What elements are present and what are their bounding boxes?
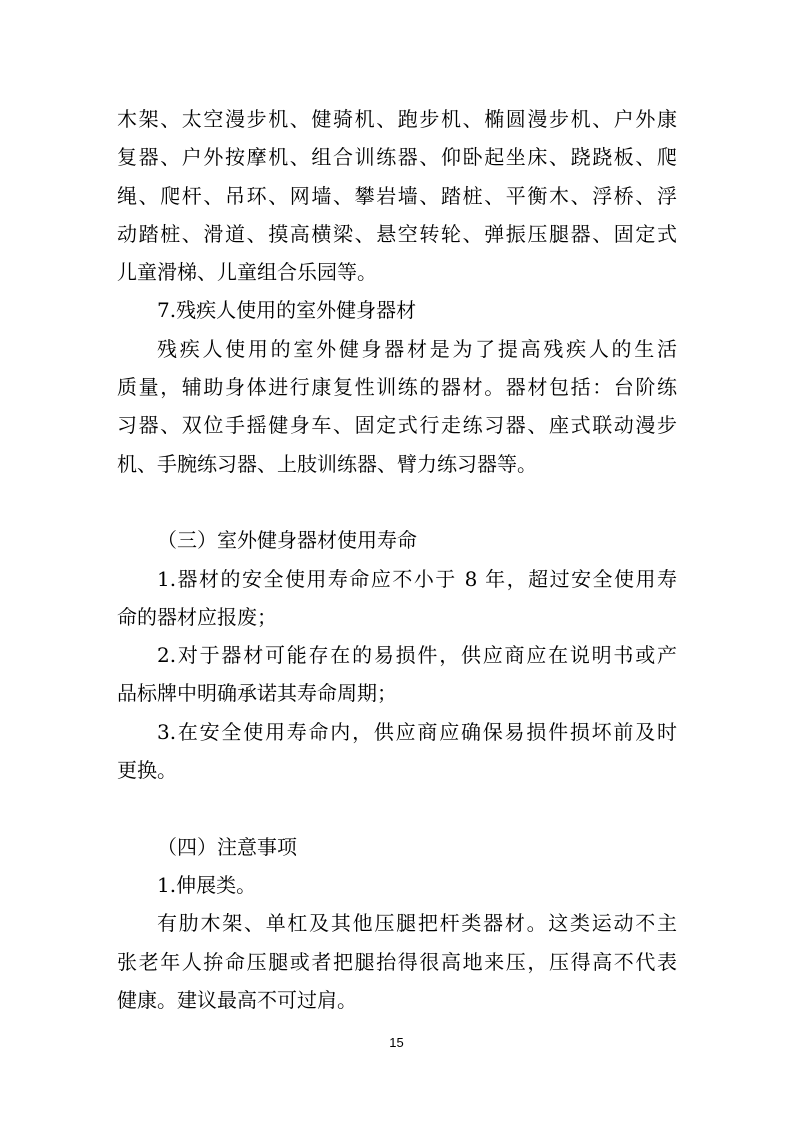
paragraph-gap (117, 483, 677, 521)
text-line: 动踏桩、滑道、摸高横梁、悬空转轮、弹振压腿器、固定式 (117, 221, 677, 246)
text-line: 1.器材的安全使用寿命应不小于 8 年，超过安全使用寿 (157, 566, 677, 591)
text-line: 儿童滑梯、儿童组合乐园等。 (117, 260, 377, 285)
page-body (117, 100, 677, 1019)
text-line: 习器、双位手摇健身车、固定式行走练习器、座式联动漫步 (117, 413, 677, 438)
text-line: 复器、户外按摩机、组合训练器、仰卧起坐床、跷跷板、爬 (117, 145, 677, 170)
text-line: 质量，辅助身体进行康复性训练的器材。器材包括：台阶练 (117, 375, 677, 400)
paragraph-gap (117, 789, 677, 827)
section-heading: （三）室外健身器材使用寿命 (157, 528, 417, 553)
section-heading: 7.残疾人使用的室外健身器材 (157, 298, 417, 323)
text-line: 品标牌中明确承诺其寿命周期； (117, 681, 397, 706)
text-line: 绳、爬杆、吊环、网墙、攀岩墙、踏桩、平衡木、浮桥、浮 (117, 183, 677, 208)
text-line: 机、手腕练习器、上肢训练器、臂力练习器等。 (117, 451, 537, 476)
text-line: 2.对于器材可能存在的易损件，供应商应在说明书或产 (157, 643, 677, 668)
text-line: 残疾人使用的室外健身器材是为了提高残疾人的生活 (157, 336, 677, 361)
text-line: 木架、太空漫步机、健骑机、跑步机、椭圆漫步机、户外康 (117, 107, 677, 131)
page-number: 15 (389, 1035, 404, 1050)
text-line: 有肋木架、单杠及其他压腿把杆类器材。这类运动不主 (157, 911, 677, 936)
section-heading: （四）注意事项 (157, 834, 297, 859)
subsection-heading: 1.伸展类。 (157, 872, 257, 897)
text-line: 更换。 (117, 758, 177, 783)
text-line: 健康。建议最高不可过肩。 (117, 987, 357, 1012)
text-line: 3.在安全使用寿命内，供应商应确保易损件损坏前及时 (157, 719, 677, 744)
text-line: 张老年人拚命压腿或者把腿抬得很高地来压，压得高不代表 (117, 949, 677, 974)
text-line: 命的器材应报废； (117, 604, 277, 629)
